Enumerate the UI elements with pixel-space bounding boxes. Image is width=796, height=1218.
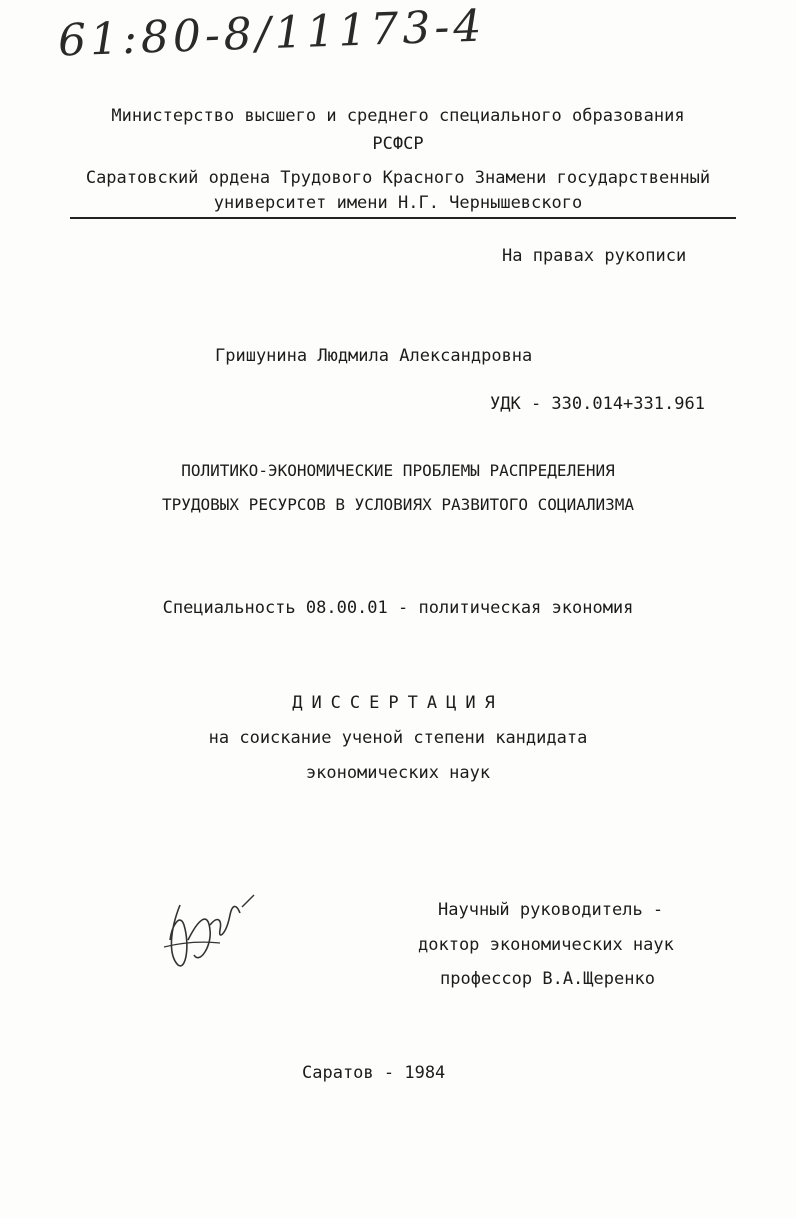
ministry-line: Министерство высшего и среднего специального образования xyxy=(111,106,685,126)
university-line-1: Саратовский ордена Трудового Красного Знамени государственный xyxy=(85,168,711,188)
city-year: Саратов - 1984 xyxy=(302,1063,446,1083)
title-line-2: ТРУДОВЫХ РЕСУРСОВ В УСЛОВИЯХ РАЗВИТОГО СОЦИАЛИЗМА xyxy=(161,495,634,514)
dissertation-label: ДИССЕРТАЦИЯ xyxy=(292,693,504,713)
supervisor-line-3: профессор В.А.Щеренко xyxy=(440,969,655,989)
archive-number-handwritten: 61:80-8/11173-4 xyxy=(57,0,487,67)
manuscript-note: На правах рукописи xyxy=(502,246,687,266)
header-divider xyxy=(70,217,736,219)
specialty-line: Специальность 08.00.01 - политическая экономия xyxy=(162,598,634,618)
handwritten-signature xyxy=(150,885,260,980)
author-name: Гришунина Людмила Александровна xyxy=(215,346,533,366)
supervisor-line-2: доктор экономических наук xyxy=(418,935,674,955)
title-line-1: ПОЛИТИКО-ЭКОНОМИЧЕСКИЕ ПРОБЛЕМЫ РАСПРЕДЕЛЕНИЯ xyxy=(181,461,615,480)
degree-line-2: экономических наук xyxy=(305,763,491,783)
udk-code: УДК - 330.014+331.961 xyxy=(490,394,705,414)
university-line-2: университет имени Н.Г. Чернышевского xyxy=(213,193,583,213)
supervisor-line-1: Научный руководитель - xyxy=(438,900,664,920)
republic-line: РСФСР xyxy=(372,134,424,154)
degree-line-1: на соискание ученой степени кандидата xyxy=(208,728,588,748)
